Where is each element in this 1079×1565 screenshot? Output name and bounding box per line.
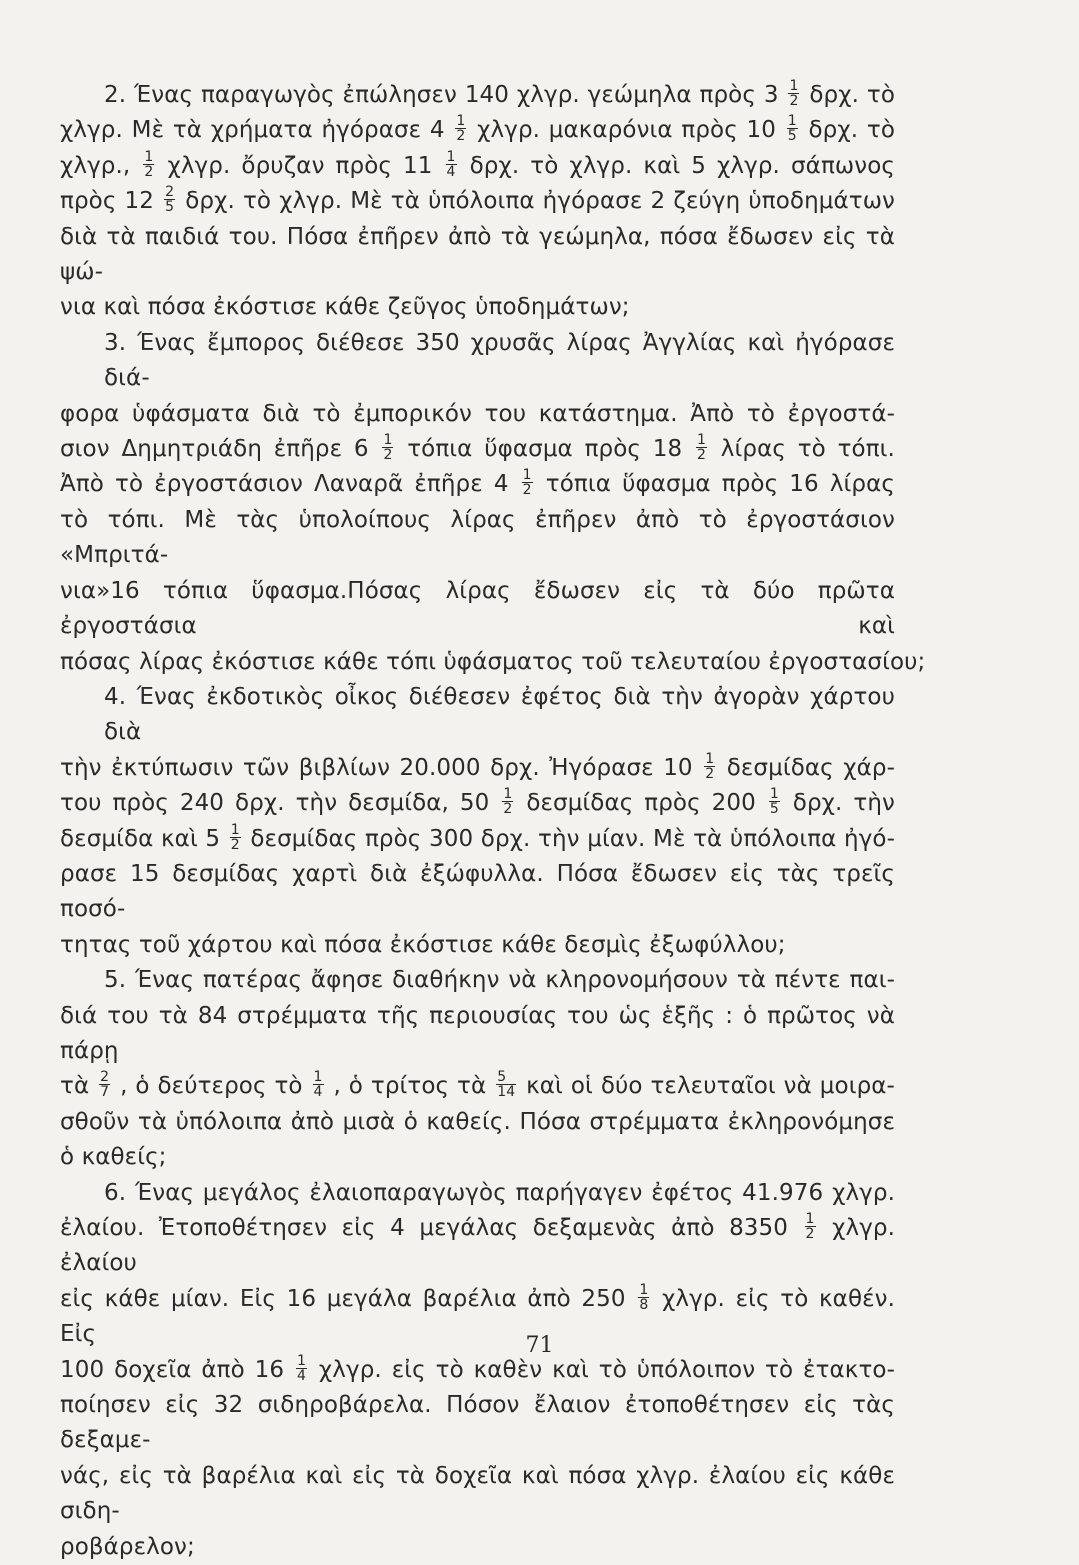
text-segment: τὴν ἐκτύπωσιν τῶν βιβλίων 20.000 δρχ. Ἠγόρασε 10 (60, 754, 693, 781)
text-segment: διά του τὰ 84 στρέμματα τῆς περιουσίας του ὡς ἑξῆς : ὁ πρῶτος νὰ πάρῃ (60, 1002, 895, 1064)
text-segment: νια καὶ πόσα ἐκόστισε κάθε ζεῦγος ὑποδημάτων; (60, 294, 630, 321)
text-line (60, 928, 895, 963)
text-segment: ποίησεν εἰς 32 σιδηροβάρελα. Πόσον ἔλαιον ἐτοποθέτησεν εἰς τὰς δεξαμε- (60, 1392, 895, 1454)
text-line (60, 1105, 895, 1140)
text-segment: σθοῦν τὰ ὑπόλοιπα ἀπὸ μισὰ ὁ καθείς. Πόσα στρέμματα ἐκληρονόμησε (60, 1108, 895, 1135)
fraction (164, 185, 175, 214)
text-line (60, 574, 895, 645)
text-segment: ρασε 15 δεσμίδας χαρτὶ διὰ ἐξώφυλλα. Πόσα ἔδωσεν εἰς τὰς τρεῖς ποσό- (60, 860, 895, 923)
text-line (60, 680, 895, 751)
text-segment: Ένας ἐκδοτικὸς οἶκος διέθεσεν ἐφέτος διὰ τὴν ἀγορὰν χάρτου διὰ (104, 683, 895, 746)
text-segment: χλγρ., (60, 152, 131, 179)
text-segment: δρχ. τὸ χλγρ. Μὲ τὰ ὑπόλοιπα ἠγόρασε 2 ζεύγη ὑποδημάτων (185, 188, 896, 215)
text-line (60, 1459, 895, 1530)
text-line (60, 1211, 895, 1282)
fraction (496, 1070, 516, 1099)
fraction-denominator: 7 (100, 1084, 110, 1101)
fraction-denominator: 8 (639, 1296, 649, 1313)
fraction (502, 787, 513, 816)
fraction-denominator: 2 (522, 482, 532, 499)
fraction (382, 433, 393, 462)
fraction (788, 79, 799, 108)
fraction-denominator: 2 (503, 801, 513, 818)
text-segment: , ὁ δεύτερος τὸ (120, 1073, 303, 1100)
fraction-numerator: 1 (705, 750, 715, 767)
text-segment: , ὁ τρίτος τὰ (333, 1073, 487, 1100)
fraction (638, 1283, 649, 1312)
fraction (787, 114, 798, 143)
text-segment: φορα ὑφάσματα διὰ τὸ ἐμπορικόν του κατάστημα. Ἀπὸ τὸ ἐργοστά- (60, 400, 895, 427)
fraction (696, 433, 707, 462)
text-segment: Ένας μεγάλος ἐλαιοπαραγωγὸς παρήγαγεν ἐφέτος 41.976 χλγρ. (135, 1179, 895, 1206)
text-line (60, 822, 895, 857)
text-line (60, 149, 895, 184)
text-line (60, 397, 895, 432)
fraction-denominator: 5 (769, 801, 779, 818)
fraction-numerator: 1 (522, 467, 532, 484)
problem-number: 2. (104, 82, 127, 108)
problem-6 (60, 1176, 895, 1565)
fraction-numerator: 2 (100, 1069, 110, 1086)
text-line (60, 999, 895, 1070)
fraction-denominator: 2 (383, 447, 393, 464)
problem-4 (60, 680, 895, 963)
text-segment: διὰ τὰ παιδιά του. Πόσα ἐπῆρεν ἀπὸ τὰ γεώμηλα, πόσα ἔδωσεν εἰς τὰ ψώ- (60, 223, 895, 286)
text-line (60, 1069, 895, 1104)
text-line (60, 857, 895, 928)
text-line (60, 751, 895, 786)
text-line (60, 78, 895, 113)
text-segment: χλγρ. Μὲ τὰ χρήματα ἠγόρασε 4 (60, 117, 445, 144)
problem-3 (60, 326, 926, 680)
problem-2 (60, 78, 895, 326)
fraction-denominator: 2 (144, 163, 154, 180)
text-segment: ἐλαίου. Ἐτοποθέτησεν εἰς 4 μεγάλας δεξαμενὰς ἀπὸ 8350 (60, 1215, 789, 1241)
page-number: 71 (525, 1333, 554, 1358)
text-segment: Ένας πατέρας ἄφησε διαθήκην νὰ κληρονομήσουν τὰ πέντε παι- (134, 967, 895, 994)
fraction (704, 752, 715, 781)
text-line (60, 963, 895, 998)
text-line (60, 432, 895, 467)
fraction (805, 1212, 816, 1241)
text-segment: δρχ. τὸ (809, 82, 895, 108)
text-segment: χλγρ. ὄρυζαν πρὸς 11 (167, 152, 433, 179)
text-segment: τόπια ὕφασμα πρὸς 18 (407, 436, 683, 463)
fraction-denominator: 2 (697, 447, 707, 464)
text-segment: δεσμίδας χάρ- (726, 754, 895, 781)
fraction-numerator: 1 (144, 148, 154, 165)
fraction (446, 150, 457, 179)
fraction-numerator: 5 (496, 1070, 516, 1085)
fraction-denominator: 4 (446, 163, 456, 180)
text-segment: νια»16 τόπια ὕφασμα.Πόσας λίρας ἔδωσεν εἰς τὰ δύο πρῶτα ἐργοστάσια καὶ (60, 577, 895, 640)
fraction-denominator: 2 (805, 1226, 815, 1242)
text-line (60, 326, 895, 397)
text-line (60, 290, 895, 325)
text-segment: τητας τοῦ χάρτου καὶ πόσα ἐκόστισε κάθε δεσμὶς ἐξωφύλλου; (60, 931, 786, 958)
text-segment: τὸ τόπι. Μὲ τὰς ὑπολοίπους λίρας ἐπῆρεν ἀπὸ τὸ ἐργοστάσιον «Μπριτά- (60, 506, 895, 569)
text-line (60, 1176, 895, 1211)
problem-number: 3. (104, 329, 127, 356)
fraction-denominator: 2 (230, 836, 240, 853)
fraction-denominator: 4 (297, 1367, 307, 1384)
fraction (455, 114, 466, 143)
problem-number: 6. (104, 1179, 127, 1206)
text-line (60, 786, 895, 821)
text-line (60, 1388, 895, 1459)
text-segment: χλγρ. μακαρόνια πρὸς 10 (477, 117, 776, 144)
text-segment: του πρὸς 240 δρχ. τὴν δεσμίδα, 50 (60, 790, 490, 817)
text-line (60, 467, 895, 502)
fraction-numerator: 1 (769, 786, 779, 803)
text-segment: τὰ (60, 1073, 90, 1100)
text-line (60, 1530, 895, 1565)
fraction-numerator: 1 (503, 786, 513, 803)
text-segment: 100 δοχεῖα ἀπὸ 16 (60, 1356, 285, 1383)
fraction-numerator: 1 (639, 1281, 649, 1298)
problem-number: 5. (104, 967, 127, 994)
text-segment: Ἀπὸ τὸ ἐργοστάσιον Λαναρᾶ ἐπῆρε 4 (60, 471, 509, 498)
text-segment: πόσας λίρας ἐκόστισε κάθε τόπι ὑφάσματος τοῦ τελευταίου ἐργοστασίου; (60, 648, 926, 675)
fraction-denominator: 5 (787, 128, 797, 145)
text-segment: χλγρ. ἐλαίου (60, 1215, 896, 1277)
fraction (522, 468, 533, 497)
fraction-numerator: 1 (313, 1069, 323, 1086)
fraction (143, 150, 154, 179)
fraction-numerator: 1 (789, 78, 799, 94)
text-line (60, 503, 895, 574)
text-line (60, 113, 895, 148)
fraction (313, 1070, 324, 1099)
text-segment: δεσμίδας πρὸς 200 (526, 790, 756, 817)
text-line (60, 645, 926, 680)
text-segment: δρχ. τὸ χλγρ. καὶ 5 χλγρ. σάπωνος (469, 152, 895, 179)
fraction-denominator: 5 (165, 199, 175, 216)
text-segment: δεσμίδας πρὸς 300 δρχ. τὴν μίαν. Μὲ τὰ ὑπόλοιπα ἠγό- (250, 825, 895, 852)
text-line (60, 220, 895, 291)
fraction-numerator: 1 (446, 148, 456, 165)
text-segment: Ένας παραγωγὸς ἐπώλησεν 140 χλγρ. γεώμηλα πρὸς 3 (134, 82, 779, 108)
fraction-denominator: 2 (789, 93, 799, 109)
fraction (769, 787, 780, 816)
text-segment: δρχ. τὸ (808, 117, 895, 144)
text-segment: εἰς κάθε μίαν. Εἰς 16 μεγάλα βαρέλια ἀπὸ 250 (60, 1285, 626, 1312)
fraction-denominator: 2 (705, 765, 715, 782)
text-segment: χλγρ. εἰς τὸ καθὲν καὶ τὸ ὑπόλοιπον τὸ ἐτακτο- (318, 1356, 895, 1383)
fraction-numerator: 1 (230, 821, 240, 838)
text-segment: πρὸς 12 (60, 188, 154, 215)
text-segment: ροβάρελον; (60, 1533, 195, 1560)
text-line (60, 184, 895, 219)
text-line (60, 1140, 895, 1175)
text-segment: δρχ. τὴν (792, 790, 895, 817)
fraction-denominator: 4 (313, 1084, 323, 1101)
problem-number: 4. (104, 683, 127, 710)
fraction-numerator: 2 (165, 184, 175, 201)
fraction-denominator: 2 (456, 128, 466, 145)
text-segment: Ένας ἔμπορος διέθεσε 350 χρυσᾶς λίρας Ἀγγλίας καὶ ἠγόρασε διά- (104, 329, 895, 392)
fraction (230, 823, 241, 852)
fraction (99, 1070, 110, 1099)
fraction-numerator: 1 (697, 432, 707, 449)
text-segment: καὶ οἱ δύο τελευταῖοι νὰ μοιρα- (526, 1073, 895, 1100)
text-segment: λίρας τὸ τόπι. (720, 436, 895, 463)
text-segment: τόπια ὕφασμα πρὸς 16 λίρας (545, 471, 895, 498)
text-segment: δεσμίδα καὶ 5 (60, 825, 221, 852)
fraction-numerator: 1 (456, 113, 466, 130)
text-segment: ὁ καθείς; (60, 1144, 167, 1171)
text-segment: νάς, εἰς τὰ βαρέλια καὶ εἰς τὰ δοχεῖα καὶ πόσα χλγρ. ἐλαίου εἰς κάθε σιδη- (60, 1462, 895, 1525)
problem-5 (60, 963, 895, 1175)
fraction-numerator: 1 (805, 1211, 815, 1227)
text-segment: σιον Δημητριάδη ἐπῆρε 6 (60, 436, 369, 463)
fraction-numerator: 1 (383, 432, 393, 449)
fraction-numerator: 1 (787, 113, 797, 130)
text-segment: χλγρ. εἰς τὸ καθέν. Εἰς (60, 1285, 896, 1348)
fraction-numerator: 1 (297, 1352, 307, 1369)
fraction-denominator: 14 (497, 1084, 516, 1101)
